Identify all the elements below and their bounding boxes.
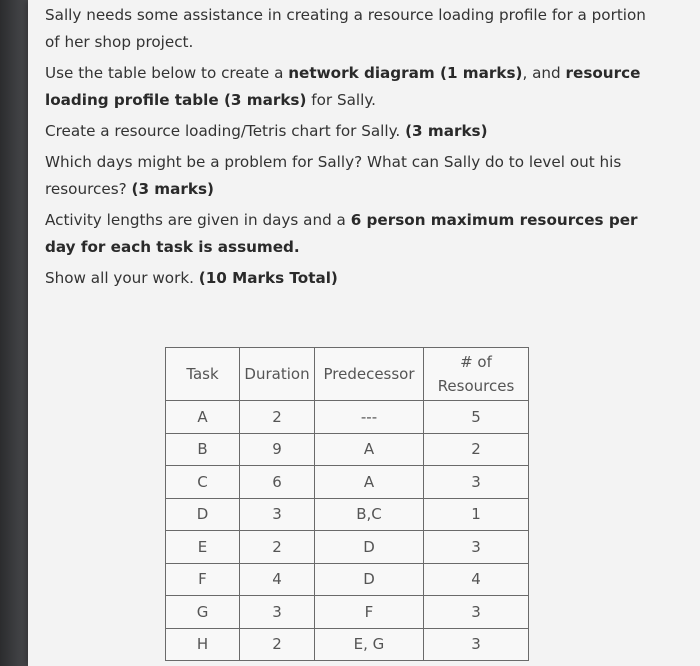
table-row [166, 531, 529, 564]
para-2-part-1: (3 marks) [405, 122, 488, 140]
para-4-part-1: 6 person maximum resources per day for each task is assumed. [45, 211, 638, 256]
table-row [166, 433, 529, 466]
header-duration: Duration [240, 348, 315, 401]
cell-predecessor: B,C [315, 498, 424, 531]
cell-predecessor: E, G [315, 628, 424, 661]
cell-resources: 3 [424, 531, 529, 564]
task-table [165, 347, 529, 661]
para-3-part-0: Which days might be a problem for Sally? What can Sally do to level out his resources? [45, 153, 622, 198]
header-task: Task [166, 348, 240, 401]
cell-duration: 3 [240, 498, 315, 531]
cell-task: E [166, 531, 240, 564]
cell-duration: 2 [240, 531, 315, 564]
cell-duration: 2 [240, 401, 315, 434]
cell-task: B [166, 433, 240, 466]
photo-left-edge [0, 0, 28, 666]
para-1-part-4: for Sally. [306, 91, 376, 109]
para-network-diagram [45, 60, 655, 114]
cell-resources: 3 [424, 466, 529, 499]
cell-predecessor: --- [315, 401, 424, 434]
cell-resources: 1 [424, 498, 529, 531]
cell-duration: 9 [240, 433, 315, 466]
cell-predecessor: D [315, 563, 424, 596]
para-show-work [45, 265, 655, 292]
table-row [166, 498, 529, 531]
table-row [166, 401, 529, 434]
cell-resources: 4 [424, 563, 529, 596]
para-3-part-1: (3 marks) [131, 180, 214, 198]
header-predecessor: Predecessor [315, 348, 424, 401]
para-1-part-2: , and [522, 64, 566, 82]
para-activity-lengths [45, 207, 655, 261]
para-1-part-3: resource loading profile table (3 marks) [45, 64, 641, 109]
para-tetris-chart [45, 118, 655, 145]
para-intro [45, 2, 655, 56]
cell-task: C [166, 466, 240, 499]
para-1-part-1: network diagram (1 marks) [288, 64, 523, 82]
cell-task: A [166, 401, 240, 434]
para-4-part-0: Activity lengths are given in days and a [45, 211, 351, 229]
cell-predecessor: A [315, 466, 424, 499]
cell-duration: 2 [240, 628, 315, 661]
cell-resources: 5 [424, 401, 529, 434]
header-resources: # of Resources [424, 348, 529, 401]
cell-resources: 3 [424, 628, 529, 661]
document-page [28, 0, 700, 666]
cell-task: F [166, 563, 240, 596]
cell-predecessor: F [315, 596, 424, 629]
instructions-text [45, 2, 655, 296]
para-0-part-0: Sally needs some assistance in creating a resource loading profile for a portion of her shop project. [45, 6, 646, 51]
cell-resources: 3 [424, 596, 529, 629]
table-row [166, 596, 529, 629]
cell-duration: 3 [240, 596, 315, 629]
table-row [166, 563, 529, 596]
cell-predecessor: A [315, 433, 424, 466]
cell-task: G [166, 596, 240, 629]
table-row [166, 628, 529, 661]
para-5-part-1: (10 Marks Total) [198, 269, 338, 287]
cell-task: H [166, 628, 240, 661]
para-1-part-0: Use the table below to create a [45, 64, 289, 82]
table-header-row [166, 348, 529, 401]
cell-resources: 2 [424, 433, 529, 466]
cell-predecessor: D [315, 531, 424, 564]
cell-task: D [166, 498, 240, 531]
para-2-part-0: Create a resource loading/Tetris chart for Sally. [45, 122, 406, 140]
table-row [166, 466, 529, 499]
para-problem-days [45, 149, 655, 203]
cell-duration: 4 [240, 563, 315, 596]
cell-duration: 6 [240, 466, 315, 499]
para-5-part-0: Show all your work. [45, 269, 199, 287]
